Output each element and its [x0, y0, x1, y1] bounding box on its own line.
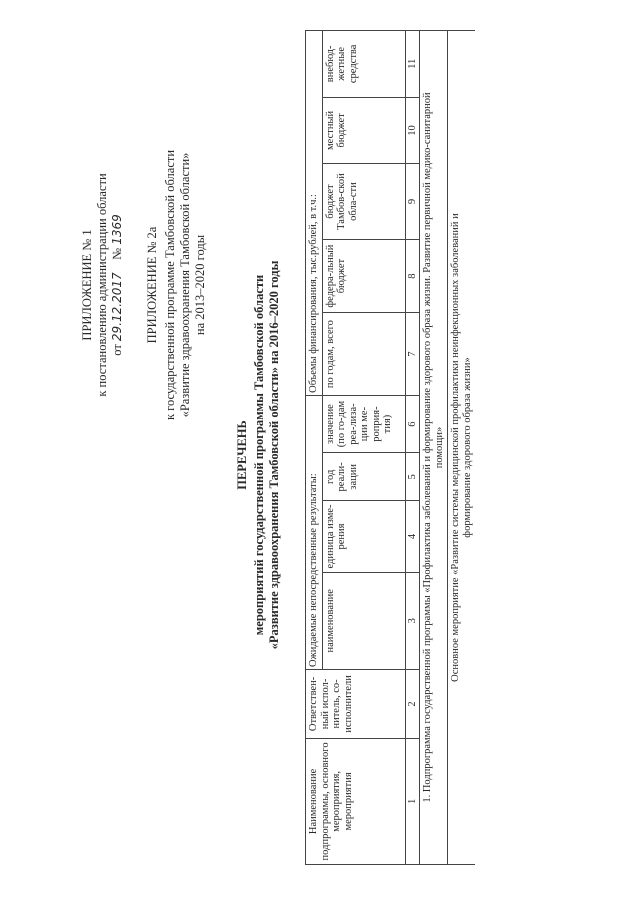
- document-heading: ПЕРЕЧЕНЬ: [235, 420, 249, 490]
- document-subtitle-1: мероприятий государственной программы Тамбовской области: [252, 274, 266, 636]
- header-result-year: год реали-зации: [322, 453, 405, 501]
- handwritten-date: 29.12.2017: [110, 272, 124, 342]
- subprogram-row: [420, 31, 448, 865]
- column-number: 10: [405, 97, 420, 164]
- header-by-year: по годам, всего: [322, 313, 405, 396]
- header-local: местный бюджет: [322, 97, 405, 164]
- column-number: 11: [405, 31, 420, 98]
- column-number: 7: [405, 313, 420, 396]
- subprogram-title: 1. Подпрограмма государственной программы «Профилактика заболеваний и формирование здорового образа жизни. Развитие первичной медико-санитарной помощи»: [420, 31, 448, 865]
- column-number: 1: [405, 738, 420, 864]
- column-number: 3: [405, 572, 420, 669]
- column-number: 6: [405, 395, 420, 452]
- header-responsible: Ответствен-ный испол-нитель, со-исполнители: [306, 670, 406, 739]
- column-number: 2: [405, 670, 420, 739]
- header-results-group: Ожидаемые непосредственные результаты:: [306, 395, 323, 669]
- appendix2-block: [145, 95, 208, 475]
- appendix-title: ПРИЛОЖЕНИЕ № 1: [80, 229, 94, 341]
- header-extra: внебюд-жетные средства: [322, 31, 405, 98]
- main-measure-title: Основное мероприятие «Развитие системы медицинской профилактики неинфекционных заболеваний и формирование здорового образа жизни»: [448, 31, 476, 865]
- column-number: 4: [405, 501, 420, 572]
- header-finance-group: Объемы финансирования, тыс.рублей, в т.ч.:: [306, 31, 323, 396]
- header-name: Наименование подпрограммы, основного мероприятия, мероприятия: [306, 738, 406, 864]
- column-number: 8: [405, 239, 420, 312]
- header-federal: федера-льный бюджет: [322, 239, 405, 312]
- header-result-name: наименование: [322, 572, 405, 669]
- appendix2-title: ПРИЛОЖЕНИЕ № 2а: [145, 226, 159, 344]
- appendix-block: [80, 95, 125, 475]
- header-result-unit: единица изме-рения: [322, 501, 405, 572]
- appendix2-program-name: «Развитие здравоохранения Тамбовской области»: [178, 152, 192, 418]
- appendix2-years: на 2013–2020 годы: [193, 234, 207, 336]
- main-measure-row: [448, 31, 476, 865]
- column-number-row: [405, 31, 420, 865]
- header-row-1: [306, 31, 323, 865]
- appendix-decree-line: к постановлению администрации области: [95, 173, 109, 397]
- header-result-value: значение (по го-дам реа-лиза-ции ме-роприя-тия): [322, 395, 405, 452]
- column-number: 9: [405, 164, 420, 240]
- handwritten-number: 1369: [110, 214, 124, 245]
- column-number: 5: [405, 453, 420, 501]
- header-regional: бюджет Тамбов-ской обла-сти: [322, 164, 405, 240]
- document-subtitle-2: «Развитие здравоохранения Тамбовской области» на 2016–2020 годы: [267, 260, 281, 650]
- document-title-block: [235, 155, 282, 755]
- appendix2-program-line: к государственной программе Тамбовской области: [163, 149, 177, 421]
- measures-table: [305, 30, 475, 865]
- appendix-date-line: от 29.12.2017 № 1369: [110, 214, 124, 356]
